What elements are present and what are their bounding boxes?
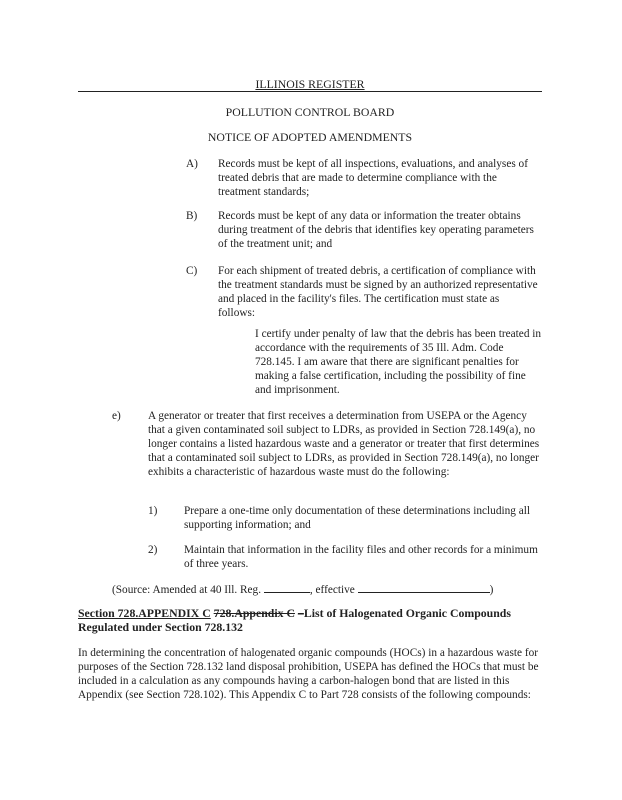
step-1-text: Prepare a one-time only documentation of these determinations including all supporting information; and — [184, 505, 531, 531]
step-1-label: 1) — [148, 505, 158, 517]
section-label-old: 728.Appendix C — [213, 606, 295, 620]
item-a-text: Records must be kept of all inspections, evaluations, and analyses of treated debris that are made to determine compliance with the treatment standards; — [218, 158, 528, 198]
certification-statement: I certify under penalty of law that the debris has been treated in accordance with the requirements of 35 Ill. Adm. Code 728.145. I am aware that there are significant penalties for making a false certification, including the possibility of fine and imprisonment. — [255, 328, 542, 396]
item-c-label: C) — [186, 265, 198, 277]
register-title: ILLINOIS REGISTER — [255, 77, 365, 91]
step-2-text: Maintain that information in the facility files and other records for a minimum of three years. — [184, 544, 538, 570]
source-middle: , effective — [309, 584, 358, 596]
subsection-e-label: e) — [112, 410, 121, 422]
item-b-text: Records must be kept of any data or information the treater obtains during treatment of the debris that identifies key operating parameters of the treatment unit; and — [218, 210, 534, 250]
section-heading: Section 728.APPENDIX C 728.Appendix C –List of Halogenated Organic Compounds Regulated under Section 728.132 — [78, 606, 511, 634]
effective-date-blank — [358, 581, 490, 593]
subsection-e-text: A generator or treater that first receives a determination from USEPA or the Agency that a given contaminated soil subject to LDRs, as provided in Section 728.149(a), no longer contains a listed hazardous waste and a generator or treater that first determines that a contaminated soil subject to LDRs, as provided in Section 728.149(a), no longer exhibits a characteristic of hazardous waste must do the following: — [148, 410, 540, 478]
board-name: POLLUTION CONTROL BOARD — [225, 105, 395, 119]
section-title-line1: List of Halogenated Organic Compounds — [303, 606, 511, 620]
item-b-label: B) — [186, 210, 198, 222]
section-label-new: Section 728.APPENDIX C — [78, 606, 211, 620]
body-paragraph: In determining the concentration of halogenated organic compounds (HOCs) in a hazardous waste for purposes of the Section 728.132 land disposal prohibition, USEPA has defined the HOCs that must be included in a calculation as any compounds having a carbon-halogen bond that are listed in this Appendix (see Section 728.102). This Appendix C to Part 728 consists of the following compounds: — [78, 647, 539, 701]
notice-title: NOTICE OF ADOPTED AMENDMENTS — [207, 130, 413, 144]
source-suffix: ) — [489, 584, 494, 596]
item-a-label: A) — [186, 158, 198, 170]
source-line — [112, 581, 552, 597]
reg-number-blank — [264, 581, 310, 593]
section-title-line2: Regulated under Section 728.132 — [78, 620, 243, 634]
header-rule — [78, 91, 542, 92]
source-prefix: (Source: Amended at 40 Ill. Reg. — [112, 584, 264, 596]
item-c-text: For each shipment of treated debris, a certification of compliance with the treatment standards must be signed by an authorized representative and placed in the facility's files. The certification must state as follows: — [218, 265, 538, 319]
step-2-label: 2) — [148, 544, 158, 556]
